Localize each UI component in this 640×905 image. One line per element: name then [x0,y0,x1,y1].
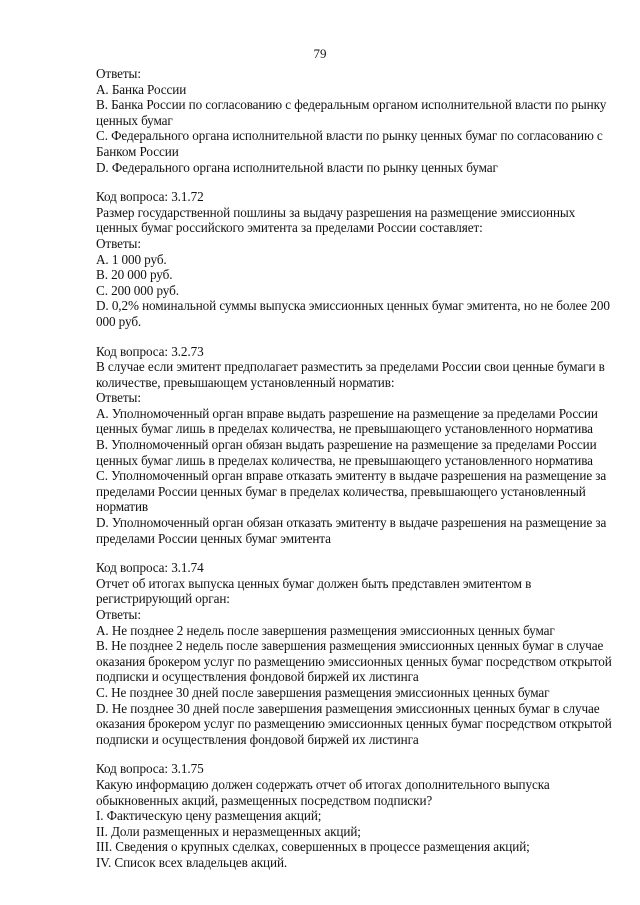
text-line: C. 200 000 руб. [96,282,179,298]
text-line: B. Банка России по согласованию с федеральным органом исполнительной власти по рынку [96,97,607,113]
text-line: обыкновенных акций, размещенных посредством подписки? [96,792,433,808]
text-line: ценных бумаг лишь в пределах количества, не превышающего установленного норматива [96,421,593,437]
text-line: I. Фактическую цену размещения акций; [96,808,322,824]
text-line: Код вопроса: 3.2.73 [96,343,204,359]
question-block-3-2-73 [96,344,616,547]
text-line: пределами России ценных бумаг эмитента [96,530,331,546]
text-line: подписки и осуществления фондовой биржей их листинга [96,731,419,747]
text-line: Банком России [96,143,179,159]
text-line: В случае если эмитент предполагает разместить за пределами России свои ценные бумаги в [96,359,605,375]
text-line: B. Не позднее 2 недель после завершения размещения эмиссионных ценных бумаг в случае [96,638,604,654]
text-line: Код вопроса: 3.1.72 [96,189,204,205]
text-line: C. Федерального органа исполнительной власти по рынку ценных бумаг по согласованию с [96,128,603,144]
question-block-3-1-72 [96,189,616,329]
text-line: Размер государственной пошлины за выдачу разрешения на размещение эмиссионных [96,204,576,220]
page-content [96,66,616,871]
text-line: ценных бумаг российского эмитента за пределами России составляет: [96,220,483,236]
page-number: 79 [313,46,327,61]
answer-block-3-1-71 [96,66,616,175]
text-line: оказания брокером услуг по размещению эмиссионных ценных бумаг посредством открытой [96,653,612,669]
text-line: оказания брокером услуг по размещению эмиссионных ценных бумаг посредством открытой [96,716,612,732]
text-line: C. Уполномоченный орган вправе отказать эмитенту в выдаче разрешения на размещение за [96,468,607,484]
text-line: D. Уполномоченный орган обязан отказать эмитенту в выдаче разрешения на размещение за [96,515,607,531]
text-line: C. Не позднее 30 дней после завершения размещения эмиссионных ценных бумаг [96,684,550,700]
text-line: D. Не позднее 30 дней после завершения размещения эмиссионных ценных бумаг в случае [96,700,600,716]
text-line: ценных бумаг [96,112,173,128]
text-line: Код вопроса: 3.1.75 [96,761,204,777]
question-block-3-1-75 [96,761,616,870]
text-line: A. 1 000 руб. [96,251,167,267]
text-line: A. Не позднее 2 недель после завершения размещения эмиссионных ценных бумаг [96,622,555,638]
text-line: A. Уполномоченный орган вправе выдать разрешение на размещение за пределами России [96,405,598,421]
text-line: Отчет об итогах выпуска ценных бумаг должен быть представлен эмитентом в [96,575,532,591]
text-line: ценных бумаг лишь в пределах количества, не превышающего установленного норматива [96,452,593,468]
text-line: II. Доли размещенных и неразмещенных акций; [96,823,361,839]
text-line: Код вопроса: 3.1.74 [96,560,204,576]
text-line: Ответы: [96,390,141,406]
text-line: количестве, превышающем установленный норматив: [96,374,395,390]
text-line: B. 20 000 руб. [96,267,173,283]
text-line: B. Уполномоченный орган обязан выдать разрешение на размещение за пределами России [96,437,597,453]
text-line: подписки и осуществления фондовой биржей их листинга [96,669,419,685]
text-line: Какую информацию должен содержать отчет об итогах дополнительного выпуска [96,776,550,792]
text-line: D. 0,2% номинальной суммы выпуска эмиссионных ценных бумаг эмитента, но не более 200 [96,298,610,314]
text-line: A. Банка России [96,81,187,97]
question-block-3-1-74 [96,560,616,747]
text-line: регистрирующий орган: [96,591,230,607]
text-line: III. Сведения о крупных сделках, совершенных в процессе размещения акций; [96,839,530,855]
text-line: Ответы: [96,66,141,81]
text-line: IV. Список всех владельцев акций. [96,854,288,870]
text-line: пределами России ценных бумаг в пределах количества, превышающего установленный [96,483,586,499]
text-line: D. Федерального органа исполнительной власти по рынку ценных бумаг [96,159,498,175]
text-line: Ответы: [96,235,141,251]
text-line: Ответы: [96,607,141,622]
text-line: 000 руб. [96,313,142,329]
text-line: норматив [96,499,149,515]
